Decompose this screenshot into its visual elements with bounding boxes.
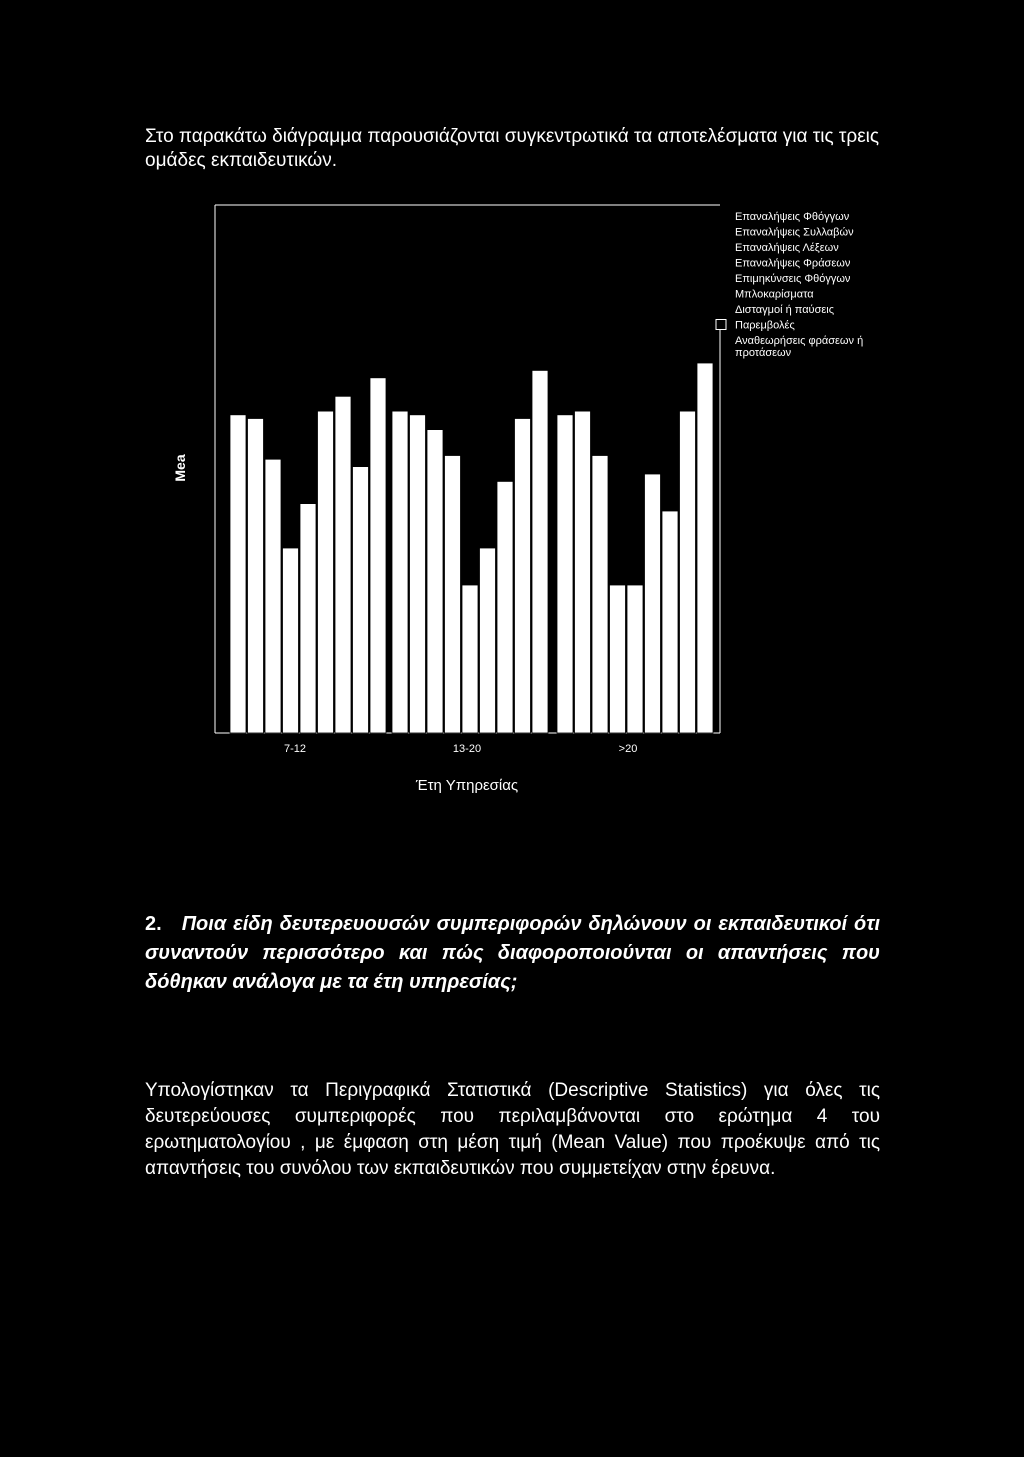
bar-3-5 — [627, 585, 643, 733]
bar-1-9 — [370, 378, 386, 733]
bar-1-4 — [283, 548, 299, 733]
question-2 — [145, 910, 880, 997]
legend-label-7: Δισταγμοί ή παύσεις — [735, 304, 835, 316]
bar-1-8 — [353, 467, 369, 733]
bar-3-4 — [610, 585, 626, 733]
bar-1-3 — [265, 459, 281, 733]
legend-label-3: Επαναλήψεις Λέξεων — [735, 242, 839, 254]
bar-3-3 — [592, 456, 608, 734]
legend-label-5: Επιμηκύνσεις Φθόγγων — [735, 273, 851, 285]
bar-3-6 — [645, 474, 661, 733]
legend-label-6: Μπλοκαρίσματα — [735, 288, 814, 301]
bar-2-1 — [392, 411, 408, 733]
bar-2-3 — [427, 430, 443, 733]
legend-label-8: Παρεμβολές — [735, 319, 795, 332]
bar-1-7 — [335, 396, 351, 733]
question-number: 2. — [145, 913, 162, 935]
question-text: Ποια είδη δευτερευουσών συμπεριφορών δηλώνουν οι εκπαιδευτικοί ότι συναντούν περισσότερο και πώς διαφοροποιούνται οι απαντήσεις που δόθηκαν ανάλογα με τα έτη υπηρεσίας; — [145, 913, 880, 993]
bar-3-7 — [662, 511, 678, 733]
bar-3-1 — [557, 415, 573, 733]
bar-3-2 — [575, 411, 591, 733]
x-tick-label: 13-20 — [452, 743, 482, 755]
bar-2-9 — [532, 370, 548, 733]
legend-label-4: Επαναλήψεις Φράσεων — [735, 257, 851, 270]
x-tick-label: >20 — [618, 743, 638, 755]
intro-paragraph: Στο παρακάτω διάγραμμα παρουσιάζονται συγκεντρωτικά τα αποτελέσματα για τις τρεις ομάδες εκπαιδευτικών. — [145, 126, 880, 171]
legend-label-9: Αναθεωρήσεις φράσεων ή προτάσεων — [735, 335, 864, 359]
bar-2-4 — [445, 456, 461, 734]
bar-2-8 — [515, 419, 531, 734]
legend-label-1: Επαναλήψεις Φθόγγων — [735, 211, 850, 223]
x-tick-label: 7-12 — [283, 743, 307, 755]
bar-1-5 — [300, 504, 316, 733]
legend-label-2: Επαναλήψεις Συλλαβών — [735, 226, 854, 239]
bar-2-5 — [462, 585, 478, 733]
bar-2-7 — [497, 481, 513, 733]
y-axis-title: Mea — [172, 454, 188, 482]
bar-3-9 — [697, 363, 713, 733]
bar-1-6 — [318, 411, 334, 733]
bar-2-6 — [480, 548, 496, 733]
bar-1-1 — [230, 415, 246, 733]
body-paragraph: Υπολογίστηκαν τα Περιγραφικά Στατιστικά (Descriptive Statistics) για όλες τις δευτερεύουσες συμπεριφορές που περιλαμβάνονται στο ερώτημα 4 του ερωτηματολογίου , με έμφαση στη μέση τιμή (Mean Value) που προέκυψε από τις απαντήσεις του συνόλου των εκπαιδευτικών που συμμετείχαν στην έρευνα. — [145, 1080, 880, 1179]
legend-swatch — [716, 320, 726, 330]
bar-1-2 — [248, 419, 264, 734]
x-axis-title: Έτη Υπηρεσίας — [415, 777, 519, 794]
bar-3-8 — [680, 411, 696, 733]
bar-2-2 — [410, 415, 426, 733]
